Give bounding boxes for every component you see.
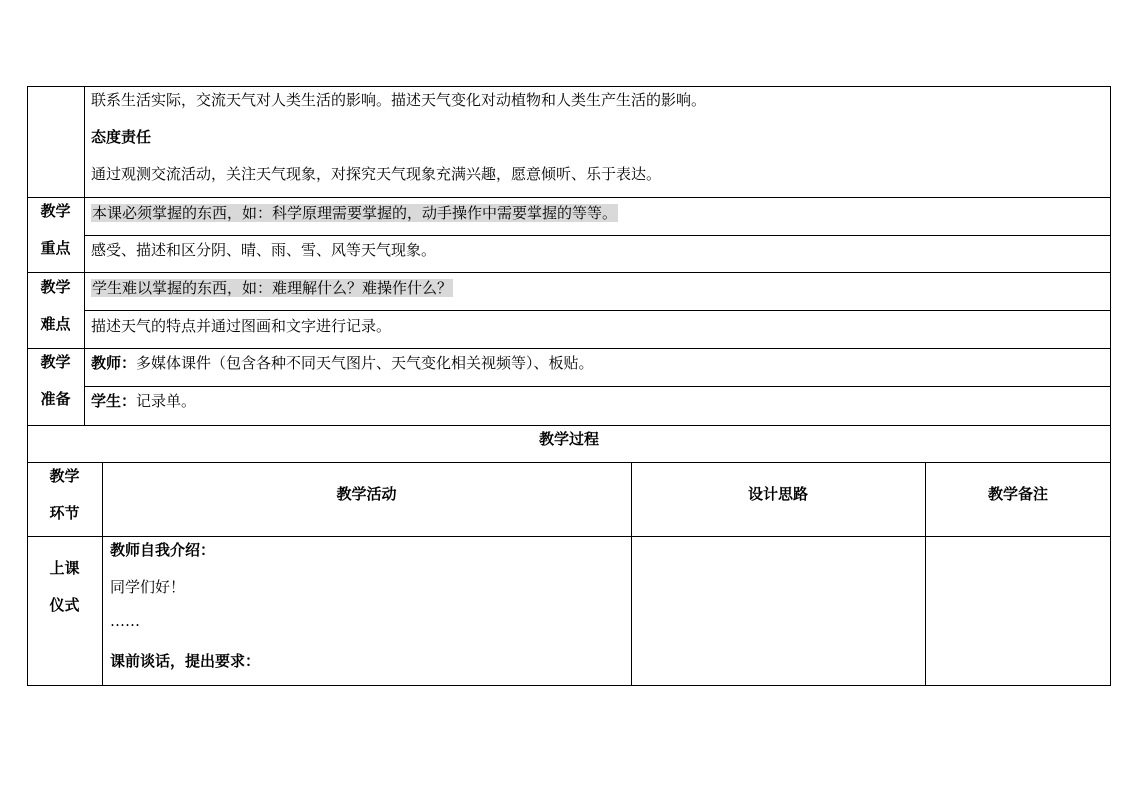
student-prep-text: 记录单。 [136,392,197,410]
label-column-divider [84,86,85,426]
key-points-label-line1: 教学 [40,202,71,220]
key-points-label [27,201,84,258]
preparation-label-line1: 教学 [40,353,71,371]
process-title-divider [27,462,1111,463]
teacher-prep [91,353,594,373]
difficulties-label-line1: 教学 [40,278,71,296]
attitude-text: 通过观测交流活动，关注天气现象，对探究天气现象充满兴趣，愿意倾听、乐于表达。 [91,165,662,183]
header-stage-line2: 环节 [49,504,80,522]
process-title: 教学过程 [538,430,599,448]
stage-opening [27,558,102,615]
row-divider [27,272,1111,273]
key-points-label-line2: 重点 [40,239,71,257]
preparation-label-line2: 准备 [40,390,71,408]
stage-opening-line2: 仪式 [49,596,80,614]
activity-line-ellipsis: …… [110,612,140,630]
key-points-hint: 本课必须掌握的东西，如：科学原理需要掌握的，动手操作中需要掌握的等等。 [92,204,618,222]
row-divider [84,235,1111,236]
objective-text: 联系生活实际，交流天气对人类生活的影响。描述天气变化对动植物和人类生产生活的影响。 [91,91,707,109]
header-activity: 教学活动 [336,485,397,503]
row-divider [84,386,1111,387]
stage-opening-line1: 上课 [49,559,80,577]
row-divider [27,197,1111,198]
activity-line-intro: 教师自我介绍： [110,541,216,559]
difficulties-hint-wrap [91,278,453,298]
student-prep [91,391,196,411]
key-points-content: 感受、描述和区分阴、晴、雨、雪、风等天气现象。 [91,241,437,259]
attitude-heading: 态度责任 [91,128,152,146]
row-divider [27,348,1111,349]
header-notes: 教学备注 [987,485,1048,503]
activity-line-greeting: 同学们好！ [110,578,186,596]
header-stage-line1: 教学 [49,467,80,485]
header-design: 设计思路 [747,485,808,503]
preparation-label [27,352,84,409]
difficulties-hint: 学生难以掌握的东西，如：难理解什么？难操作什么？ [92,279,453,297]
key-points-hint-wrap [91,203,618,223]
teacher-prep-label: 教师： [91,354,137,372]
difficulties-content: 描述天气的特点并通过图画和文字进行记录。 [91,317,392,335]
difficulties-label-line2: 难点 [40,315,71,333]
difficulties-label [27,277,84,334]
process-header-divider [27,536,1111,537]
row-divider [84,310,1111,311]
header-stage [27,466,102,523]
student-prep-label: 学生： [91,392,137,410]
teacher-prep-text: 多媒体课件（包含各种不同天气图片、天气变化相关视频等）、板贴。 [136,354,594,372]
activity-line-requirements: 课前谈话，提出要求： [110,652,261,670]
